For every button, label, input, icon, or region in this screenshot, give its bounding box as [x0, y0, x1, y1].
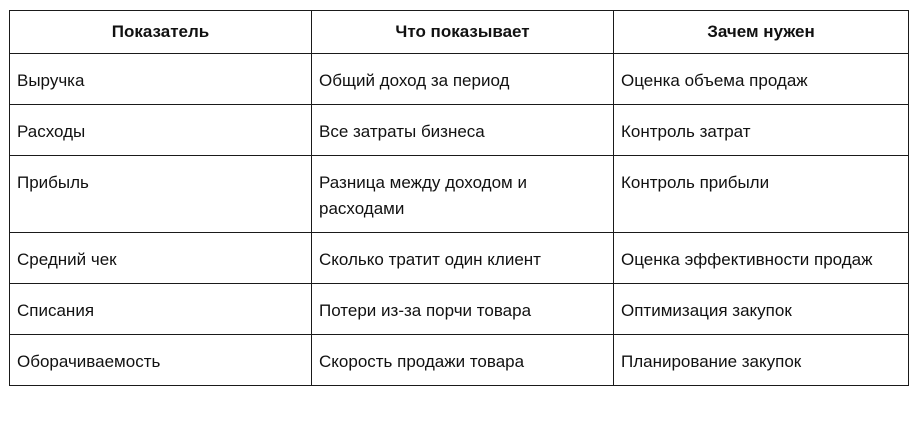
cell-indicator: Списания [10, 284, 312, 335]
table-row [10, 54, 909, 105]
cell-why-needed: Контроль прибыли [614, 156, 909, 233]
cell-indicator: Прибыль [10, 156, 312, 233]
table-row [10, 335, 909, 386]
cell-what-it-shows: Общий доход за период [312, 54, 614, 105]
table-header-row [10, 11, 909, 54]
cell-why-needed: Оценка эффективности продаж [614, 233, 909, 284]
header-indicator: Показатель [10, 11, 312, 54]
table-row [10, 156, 909, 233]
cell-what-it-shows: Разница между доходом и расходами [312, 156, 614, 233]
cell-what-it-shows: Сколько тратит один клиент [312, 233, 614, 284]
table-row [10, 105, 909, 156]
cell-indicator: Средний чек [10, 233, 312, 284]
cell-indicator: Выручка [10, 54, 312, 105]
table-row [10, 233, 909, 284]
cell-indicator: Оборачиваемость [10, 335, 312, 386]
cell-indicator: Расходы [10, 105, 312, 156]
cell-why-needed: Планирование закупок [614, 335, 909, 386]
cell-why-needed: Оценка объема продаж [614, 54, 909, 105]
header-what-it-shows: Что показывает [312, 11, 614, 54]
metrics-table-container [9, 10, 908, 386]
cell-why-needed: Оптимизация закупок [614, 284, 909, 335]
cell-what-it-shows: Скорость продажи товара [312, 335, 614, 386]
table-row [10, 284, 909, 335]
header-why-needed: Зачем нужен [614, 11, 909, 54]
cell-what-it-shows: Потери из-за порчи товара [312, 284, 614, 335]
metrics-table [9, 10, 909, 386]
cell-what-it-shows: Все затраты бизнеса [312, 105, 614, 156]
cell-why-needed: Контроль затрат [614, 105, 909, 156]
